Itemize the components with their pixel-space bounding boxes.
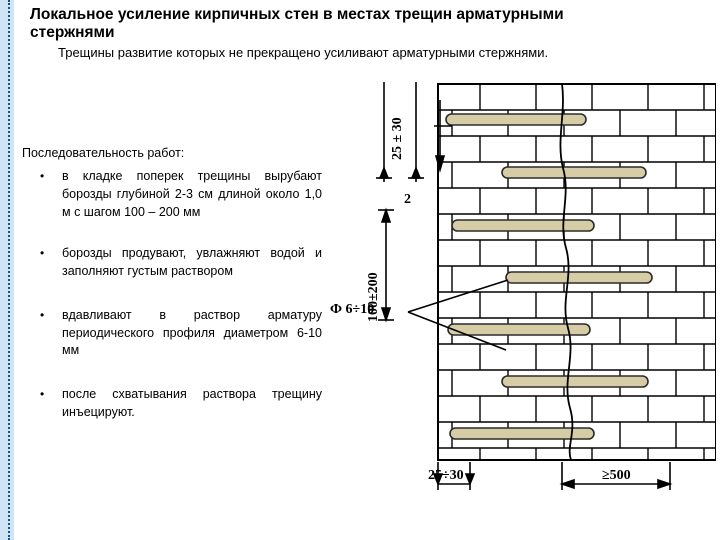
list-item (22, 386, 322, 422)
masonry-reinforcement-drawing (330, 70, 716, 500)
rebar-groove (502, 376, 648, 387)
intro-paragraph (14, 44, 700, 62)
list-item (22, 168, 322, 221)
sequence-heading: Последовательность работ: (22, 146, 185, 160)
work-sequence-list (22, 168, 322, 446)
list-item-text: борозды продувают, увлажняют водой и заполняют густым раствором (62, 246, 322, 278)
rebar-groove (446, 114, 586, 125)
bullet-marker: • (40, 169, 45, 183)
bullet-marker: • (40, 307, 45, 322)
list-item (22, 307, 322, 360)
rebar-diameter-note: Ф 6÷10 (330, 302, 375, 317)
intro-text: Трещины развитие которых не прекращено усиливают арматурными стержнями. (58, 45, 549, 60)
list-item-text: после схватывания раствора трещину инъецируют. (62, 387, 322, 419)
rebar-groove (502, 167, 646, 178)
page-title: Локальное усиление кирпичных стен в местах трещин арматурными стержнями (30, 6, 564, 42)
bullet-marker: • (40, 246, 45, 261)
list-item-text: в кладке поперек трещины вырубают борозды глубиной 2-3 см длиной около 1,0 м с шагом 100 – 200 мм (62, 169, 322, 219)
list-item (22, 245, 322, 281)
left-dimension-label: 100±200 (366, 272, 381, 322)
drawing-svg (330, 70, 716, 500)
rebar-groove (506, 272, 652, 283)
list-item-text: вдавливают в раствор арматуру периодического профиля диаметром 6-10 мм (62, 307, 322, 358)
top-left-dimension-label: 25 ± 30 (390, 117, 405, 160)
bottom-dimensions (434, 462, 670, 490)
bottom-right-dimension-label: ≥500 (602, 468, 631, 483)
top-callout-label: 2 (404, 192, 411, 207)
rebar-groove (452, 220, 594, 231)
dotted-divider (8, 0, 10, 540)
left-decoration-strip (0, 0, 14, 540)
bullet-marker: • (40, 387, 45, 401)
bottom-left-dimension-label: 25÷30 (428, 468, 464, 483)
